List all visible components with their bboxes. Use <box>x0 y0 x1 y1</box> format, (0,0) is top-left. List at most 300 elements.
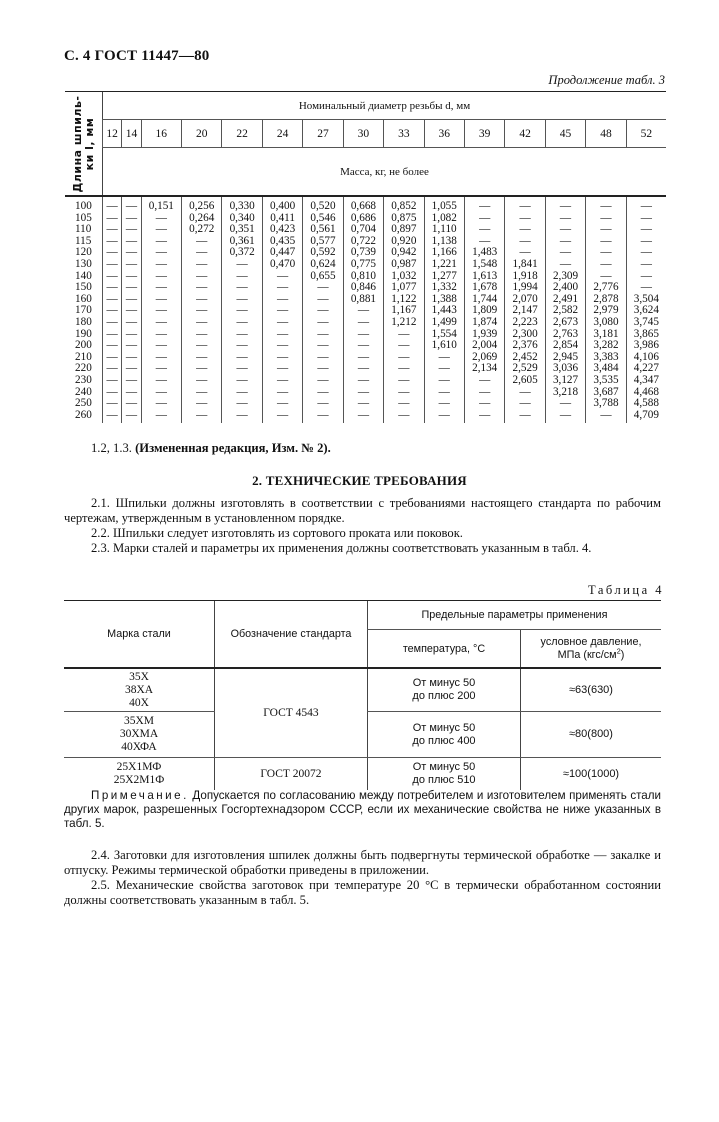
mass-cell: — <box>182 352 222 364</box>
mass-cell: 0,655 <box>303 271 343 283</box>
mass-cell: — <box>141 213 181 225</box>
mass-cell: — <box>141 247 181 259</box>
diameter-column-header: 45 <box>545 120 585 148</box>
mass-cell: — <box>182 375 222 387</box>
diameter-column-header: 24 <box>262 120 302 148</box>
mass-cell: — <box>586 224 626 236</box>
mass-cell: 1,744 <box>464 294 504 306</box>
mass-cell: — <box>262 340 302 352</box>
mass-cell: 0,561 <box>303 224 343 236</box>
length-cell: 210 <box>75 350 92 363</box>
mass-cell: — <box>141 329 181 341</box>
mass-cell: 1,277 <box>424 271 464 283</box>
mass-cell: — <box>141 352 181 364</box>
mass-cell: 0,686 <box>343 213 383 225</box>
mass-header: Масса, кг, не более <box>103 148 667 197</box>
mass-cell: — <box>182 294 222 306</box>
mass-cell: — <box>222 282 262 294</box>
mass-cell: — <box>303 340 343 352</box>
mass-cell: — <box>384 375 424 387</box>
mass-cell: — <box>343 387 383 399</box>
mass-cell: 0,372 <box>222 247 262 259</box>
mass-cell: — <box>626 271 666 283</box>
pressure-cell: ≈80(800) <box>521 712 662 758</box>
mass-cell: — <box>505 224 545 236</box>
mass-cell: — <box>122 236 141 248</box>
mass-cell: 0,411 <box>262 213 302 225</box>
mass-table <box>65 91 666 423</box>
diameter-column-header: 30 <box>343 120 383 148</box>
mass-cell: 0,668 <box>343 196 383 213</box>
mass-cell: 3,865 <box>626 329 666 341</box>
mass-cell: 0,272 <box>182 224 222 236</box>
mass-cell: 1,077 <box>384 282 424 294</box>
pressure-header-line-1: условное давление, <box>540 635 642 648</box>
mass-cell: 2,979 <box>586 305 626 317</box>
mass-cell: 2,223 <box>505 317 545 329</box>
standard-header: Обозначение стандарта <box>215 601 368 669</box>
length-cell: 115 <box>75 234 92 247</box>
mass-cell: 0,361 <box>222 236 262 248</box>
mass-cell: — <box>122 213 141 225</box>
mass-cell: — <box>262 305 302 317</box>
mass-cell: — <box>141 305 181 317</box>
length-cell: 190 <box>75 327 92 340</box>
mass-cell: 4,227 <box>626 363 666 375</box>
mass-cell: — <box>303 294 343 306</box>
length-cell: 160 <box>75 292 92 305</box>
mass-cell: 2,605 <box>505 375 545 387</box>
mass-cell: — <box>384 329 424 341</box>
table-row <box>65 375 666 387</box>
mass-cell: — <box>141 282 181 294</box>
mass-cell: — <box>626 224 666 236</box>
mass-cell: 1,332 <box>424 282 464 294</box>
length-cell: 120 <box>75 246 92 259</box>
mass-cell: 4,347 <box>626 375 666 387</box>
mass-cell: — <box>464 196 504 213</box>
mass-cell: — <box>182 247 222 259</box>
mass-cell: 1,994 <box>505 282 545 294</box>
standard-cell: ГОСТ 4543 <box>215 668 368 758</box>
table-4-caption: Таблица 4 <box>588 583 664 597</box>
note-text: Допускается по согласованию между потребителем и изготовителем применять стали других марок, разрешенных Госгортехнадзором СССР, если их механические свойства не ниже указанных в табл. 5. <box>64 789 661 830</box>
mass-cell: 3,282 <box>586 340 626 352</box>
mass-cell: 3,504 <box>626 294 666 306</box>
table-row <box>65 398 666 410</box>
mass-cell: — <box>182 329 222 341</box>
mass-cell: 3,080 <box>586 317 626 329</box>
mass-cell: — <box>384 387 424 399</box>
mass-cell: — <box>545 213 585 225</box>
mass-cell: 0,987 <box>384 259 424 271</box>
diameter-column-header: 14 <box>122 120 141 148</box>
length-column-header <box>65 92 103 197</box>
mass-cell: — <box>103 305 122 317</box>
mass-cell: 2,582 <box>545 305 585 317</box>
mass-cell: — <box>262 410 302 424</box>
diameter-column-header: 20 <box>182 120 222 148</box>
mass-cell: — <box>424 387 464 399</box>
length-cell: 200 <box>75 339 92 352</box>
mass-cell: — <box>122 352 141 364</box>
mass-cell: — <box>424 398 464 410</box>
mass-cell: — <box>182 363 222 375</box>
mass-cell: — <box>343 410 383 424</box>
mass-cell: — <box>464 236 504 248</box>
temperature-from: От минус 50 <box>412 721 476 734</box>
diameter-column-header: 39 <box>464 120 504 148</box>
length-cell: 150 <box>75 281 92 294</box>
mass-cell: 1,918 <box>505 271 545 283</box>
mass-cell: — <box>626 282 666 294</box>
mass-cell: — <box>505 247 545 259</box>
mass-cell: — <box>103 271 122 283</box>
mass-cell: — <box>141 387 181 399</box>
amendment-prefix: 1.2, 1.3. <box>91 441 132 455</box>
mass-cell: — <box>586 247 626 259</box>
temperature-cell <box>368 712 521 758</box>
mass-cell: — <box>141 340 181 352</box>
mass-cell: — <box>303 329 343 341</box>
mass-cell: 3,181 <box>586 329 626 341</box>
mass-cell: 2,070 <box>505 294 545 306</box>
mass-cell: 0,577 <box>303 236 343 248</box>
mass-cell: — <box>222 375 262 387</box>
mass-cell: 3,624 <box>626 305 666 317</box>
mass-cell: 0,351 <box>222 224 262 236</box>
pressure-header <box>521 630 662 669</box>
table-row <box>65 410 666 424</box>
mass-cell: 1,841 <box>505 259 545 271</box>
length-cell: 140 <box>75 269 92 282</box>
mass-cell: 3,218 <box>545 387 585 399</box>
grade: 38ХА <box>124 683 154 696</box>
mass-cell: 0,881 <box>343 294 383 306</box>
mass-cell: — <box>384 363 424 375</box>
mass-cell: — <box>141 294 181 306</box>
mass-cell: 0,704 <box>343 224 383 236</box>
mass-cell: — <box>262 271 302 283</box>
diameter-column-header: 48 <box>586 120 626 148</box>
temperature-cell <box>368 758 521 791</box>
paragraph-2-2: 2.2. Шпильки следует изготовлять из сортового проката или поковок. <box>91 526 463 540</box>
mass-cell: — <box>141 363 181 375</box>
mass-cell: 1,082 <box>424 213 464 225</box>
mass-cell: — <box>384 398 424 410</box>
diameter-row <box>65 120 666 148</box>
mass-cell: — <box>262 363 302 375</box>
page-header: С. 4 ГОСТ 11447—80 <box>64 48 210 64</box>
mass-cell: — <box>122 398 141 410</box>
mass-cell: — <box>141 236 181 248</box>
grade: 35Х <box>129 670 149 683</box>
mass-cell: — <box>141 317 181 329</box>
grade-cell <box>64 758 215 791</box>
mass-cell: 1,032 <box>384 271 424 283</box>
diameter-column-header: 33 <box>384 120 424 148</box>
mass-cell: — <box>303 282 343 294</box>
temperature-from: От минус 50 <box>412 677 476 689</box>
mass-cell: — <box>122 294 141 306</box>
mass-cell: 3,535 <box>586 375 626 387</box>
mass-cell: — <box>424 375 464 387</box>
mass-cell: 2,452 <box>505 352 545 364</box>
mass-cell: — <box>343 317 383 329</box>
mass-cell: 2,376 <box>505 340 545 352</box>
mass-cell: 3,127 <box>545 375 585 387</box>
mass-cell: — <box>464 387 504 399</box>
mass-cell: 0,722 <box>343 236 383 248</box>
mass-cell: — <box>384 340 424 352</box>
mass-cell: 1,809 <box>464 305 504 317</box>
mass-cell: 0,546 <box>303 213 343 225</box>
diameter-column-header: 52 <box>626 120 666 148</box>
mass-cell: 2,300 <box>505 329 545 341</box>
mass-cell: — <box>545 196 585 213</box>
mass-cell: 0,846 <box>343 282 383 294</box>
mass-cell: — <box>262 398 302 410</box>
mass-cell: — <box>262 317 302 329</box>
table-row <box>64 758 661 791</box>
grade: 25Х2М1Ф <box>113 774 165 786</box>
diameter-header: Номинальный диаметр резьбы d, мм <box>103 92 667 120</box>
mass-cell: — <box>545 259 585 271</box>
mass-cell: — <box>505 410 545 424</box>
mass-cell: 1,554 <box>424 329 464 341</box>
mass-cell: — <box>626 213 666 225</box>
mass-cell: — <box>122 305 141 317</box>
mass-cell: 3,745 <box>626 317 666 329</box>
mass-cell: — <box>464 213 504 225</box>
note-label: Примечание. <box>91 789 189 802</box>
mass-cell: — <box>103 352 122 364</box>
mass-cell: — <box>262 352 302 364</box>
mass-cell: — <box>222 317 262 329</box>
mass-cell: 0,264 <box>182 213 222 225</box>
mass-cell: 0,810 <box>343 271 383 283</box>
mass-cell: — <box>586 236 626 248</box>
mass-cell: 4,709 <box>626 410 666 424</box>
mass-cell: — <box>103 213 122 225</box>
temperature-from: От минус 50 <box>412 761 476 773</box>
mass-cell: 2,945 <box>545 352 585 364</box>
mass-cell: — <box>626 247 666 259</box>
mass-cell: 2,309 <box>545 271 585 283</box>
table-row <box>65 259 666 271</box>
mass-cell: 1,138 <box>424 236 464 248</box>
mass-cell: 1,610 <box>424 340 464 352</box>
mass-cell: 1,388 <box>424 294 464 306</box>
mass-cell: 2,491 <box>545 294 585 306</box>
mass-cell: — <box>464 410 504 424</box>
mass-cell: — <box>122 271 141 283</box>
length-cell: 220 <box>75 362 92 375</box>
mass-cell: — <box>222 271 262 283</box>
grade-cell <box>64 668 215 712</box>
mass-cell: 1,167 <box>384 305 424 317</box>
mass-cell: 1,874 <box>464 317 504 329</box>
mass-cell: — <box>103 247 122 259</box>
mass-cell: 0,942 <box>384 247 424 259</box>
mass-cell: — <box>222 294 262 306</box>
mass-cell: — <box>182 340 222 352</box>
mass-cell: 4,588 <box>626 398 666 410</box>
diameter-column-header: 36 <box>424 120 464 148</box>
paragraph-2-5: 2.5. Механические свойства заготовок при температуре 20 °С в термически обработанном состоянии должны соответствовать указанным в табл. 5. <box>64 878 661 907</box>
mass-cell: — <box>262 282 302 294</box>
length-cell: 105 <box>75 211 92 224</box>
paragraph-2-1: 2.1. Шпильки должны изготовлять в соответствии с требованиями настоящего стандарта по рабочим чертежам, утвержденным в установленном порядке. <box>64 496 661 525</box>
mass-cell: — <box>505 398 545 410</box>
mass-cell: — <box>586 259 626 271</box>
mass-cell: — <box>122 247 141 259</box>
mass-cell: 1,613 <box>464 271 504 283</box>
mass-cell: 3,788 <box>586 398 626 410</box>
mass-cell: — <box>262 387 302 399</box>
mass-cell: — <box>586 271 626 283</box>
mass-cell: — <box>303 398 343 410</box>
mass-cell: 0,330 <box>222 196 262 213</box>
mass-cell: — <box>122 387 141 399</box>
mass-cell: — <box>262 329 302 341</box>
mass-cell: — <box>545 247 585 259</box>
mass-cell: 2,134 <box>464 363 504 375</box>
pressure-cell: ≈100(1000) <box>521 758 662 791</box>
mass-cell: — <box>343 363 383 375</box>
temperature-header: температура, °С <box>368 630 521 669</box>
mass-cell: — <box>141 224 181 236</box>
temperature-cell <box>368 668 521 712</box>
length-cell: 170 <box>75 304 92 317</box>
mass-cell: — <box>182 410 222 424</box>
diameter-column-header: 42 <box>505 120 545 148</box>
mass-cell: — <box>182 259 222 271</box>
mass-cell: — <box>262 375 302 387</box>
mass-cell: — <box>545 410 585 424</box>
mass-cell: 0,435 <box>262 236 302 248</box>
mass-cell: — <box>141 271 181 283</box>
mass-cell: — <box>303 363 343 375</box>
grade-cell <box>64 712 215 758</box>
mass-cell: — <box>343 340 383 352</box>
mass-cell: — <box>103 410 122 424</box>
mass-cell: — <box>222 363 262 375</box>
mass-cell: — <box>182 305 222 317</box>
pressure-header-tail: ) <box>620 648 625 661</box>
length-cell: 240 <box>75 385 92 398</box>
mass-cell: — <box>122 363 141 375</box>
mass-cell: — <box>586 410 626 424</box>
mass-cell: 0,592 <box>303 247 343 259</box>
mass-cell: — <box>303 352 343 364</box>
mass-cell: 3,484 <box>586 363 626 375</box>
mass-cell: — <box>384 410 424 424</box>
table-4-note <box>64 789 661 831</box>
mass-cell: 1,055 <box>424 196 464 213</box>
mass-cell: 2,069 <box>464 352 504 364</box>
diameter-column-header: 27 <box>303 120 343 148</box>
table-row <box>65 317 666 329</box>
mass-cell: — <box>424 363 464 375</box>
mass-cell: 0,739 <box>343 247 383 259</box>
mass-cell: — <box>545 224 585 236</box>
grade: 35ХМ <box>123 715 155 727</box>
mass-cell: 2,854 <box>545 340 585 352</box>
mass-cell: 2,878 <box>586 294 626 306</box>
mass-cell: 1,166 <box>424 247 464 259</box>
length-cell: 180 <box>75 315 92 328</box>
mass-cell: 0,423 <box>262 224 302 236</box>
mass-cell: — <box>141 398 181 410</box>
mass-cell: — <box>222 340 262 352</box>
mass-cell: 3,687 <box>586 387 626 399</box>
standard-cell: ГОСТ 20072 <box>215 758 368 791</box>
mass-cell: 0,520 <box>303 196 343 213</box>
pressure-header-sup: 2 <box>616 645 621 655</box>
mass-cell: — <box>103 317 122 329</box>
mass-cell: 1,122 <box>384 294 424 306</box>
mass-cell: — <box>122 196 141 213</box>
mass-cell: — <box>222 398 262 410</box>
mass-cell: — <box>103 398 122 410</box>
mass-cell: — <box>122 375 141 387</box>
grade: 40Х <box>129 696 149 709</box>
mass-cell: 2,763 <box>545 329 585 341</box>
mass-cell: 2,673 <box>545 317 585 329</box>
length-cell: 250 <box>75 397 92 410</box>
mass-cell: — <box>343 375 383 387</box>
mass-cell: — <box>222 329 262 341</box>
diameter-column-header: 22 <box>222 120 262 148</box>
mass-cell: — <box>545 236 585 248</box>
length-cell: 110 <box>75 223 92 236</box>
mass-cell: 3,383 <box>586 352 626 364</box>
length-header-line-1: Длина шпиль- <box>70 95 84 192</box>
mass-cell: 0,447 <box>262 247 302 259</box>
requirements-text-bottom <box>64 848 661 908</box>
mass-cell: — <box>103 282 122 294</box>
mass-cell: — <box>182 271 222 283</box>
limits-header: Предельные параметры применения <box>368 601 662 630</box>
grade: 25Х1МФ <box>116 761 162 773</box>
steel-grades-table <box>64 600 661 790</box>
mass-cell: — <box>122 224 141 236</box>
table-row <box>65 282 666 294</box>
mass-cell: — <box>103 224 122 236</box>
mass-cell: — <box>122 259 141 271</box>
pressure-cell: ≈63(630) <box>521 668 662 712</box>
mass-cell: — <box>505 387 545 399</box>
mass-cell: — <box>103 329 122 341</box>
mass-cell: 1,483 <box>464 247 504 259</box>
mass-cell: 0,897 <box>384 224 424 236</box>
mass-cell: — <box>424 352 464 364</box>
mass-cell: — <box>303 375 343 387</box>
mass-cell: — <box>626 236 666 248</box>
mass-cell: 1,443 <box>424 305 464 317</box>
mass-cell: 0,256 <box>182 196 222 213</box>
requirements-text-top <box>64 496 661 556</box>
mass-cell: — <box>182 236 222 248</box>
grade-header: Марка стали <box>64 601 215 669</box>
mass-cell: — <box>103 375 122 387</box>
paragraph-2-4: 2.4. Заготовки для изготовления шпилек должны быть подвергнуты термической обработке — закалке и отпуску. Режимы термической обработки приведены в приложении. <box>64 848 661 877</box>
temperature-to: до плюс 510 <box>412 774 476 786</box>
mass-cell: — <box>384 352 424 364</box>
mass-cell: — <box>626 196 666 213</box>
mass-cell: — <box>141 410 181 424</box>
